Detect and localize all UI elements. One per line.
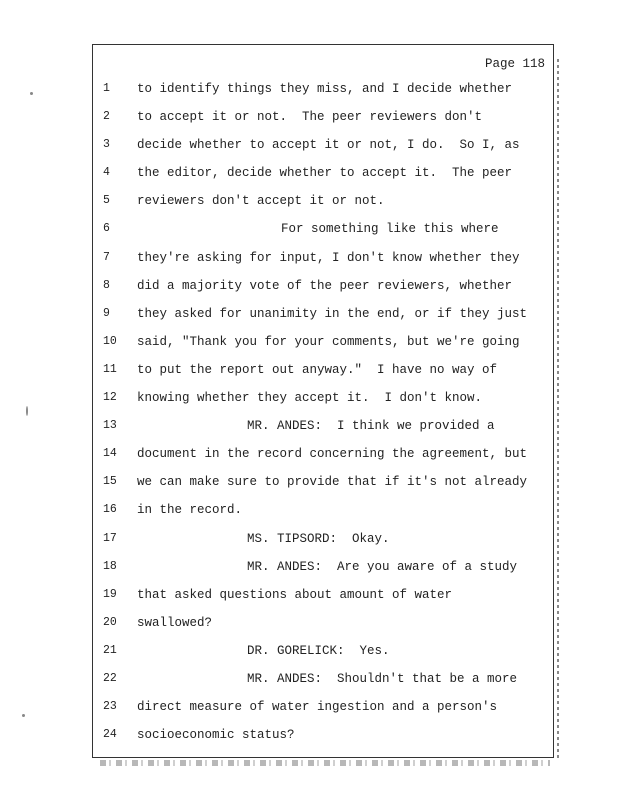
transcript-line (93, 215, 553, 243)
line-number: 16 (103, 503, 117, 517)
line-number: 18 (103, 559, 117, 573)
line-number: 3 (103, 138, 110, 152)
line-number: 2 (103, 110, 110, 124)
line-text: to identify things they miss, and I decide whether (137, 82, 513, 96)
transcript-line (93, 244, 553, 272)
line-text: that asked questions about amount of water (137, 587, 453, 602)
scan-speck (22, 714, 25, 717)
line-number: 9 (103, 306, 110, 320)
line-text: direct measure of water ingestion and a person's (137, 700, 498, 715)
line-number: 4 (103, 166, 110, 180)
transcript-line (93, 637, 553, 665)
line-number: 11 (103, 362, 117, 376)
transcript-line (93, 693, 553, 721)
line-text: reviewers don't accept it or not. (137, 194, 385, 209)
transcript-line (93, 721, 553, 749)
page-number: Page 118 (484, 57, 545, 71)
scan-artifact (100, 760, 550, 766)
line-number: 21 (103, 643, 117, 657)
transcript-line (93, 75, 553, 103)
line-number: 8 (103, 278, 110, 292)
transcript-line (93, 468, 553, 496)
transcript-line (93, 300, 553, 328)
line-number: 22 (103, 671, 117, 685)
line-text: did a majority vote of the peer reviewers, whether (137, 278, 513, 293)
line-number: 1 (103, 82, 110, 95)
transcript-line (93, 159, 553, 187)
line-text: document in the record concerning the agreement, but (137, 447, 528, 462)
line-text: the editor, decide whether to accept it. The peer (137, 166, 513, 181)
line-text: said, "Thank you for your comments, but we're going (137, 334, 520, 349)
line-text: they're asking for input, I don't know whether they (137, 250, 520, 265)
line-text: we can make sure to provide that if it's not already (137, 475, 528, 490)
transcript-line (93, 553, 553, 581)
transcript-line (93, 272, 553, 300)
line-text: knowing whether they accept it. I don't know. (137, 391, 483, 406)
transcript-line (93, 103, 553, 131)
transcript-line (93, 412, 553, 440)
transcript-page (92, 44, 554, 758)
line-number: 17 (103, 531, 117, 545)
scan-speck (30, 92, 33, 95)
transcript-lines (93, 75, 553, 749)
line-text: For something like this where (281, 222, 499, 237)
transcript-line (93, 328, 553, 356)
line-text: DR. GORELICK: Yes. (247, 643, 390, 658)
line-text: swallowed? (137, 615, 213, 630)
line-number: 24 (103, 728, 117, 742)
line-number: 13 (103, 419, 117, 433)
line-number: 7 (103, 250, 110, 264)
line-text: to accept it or not. The peer reviewers don't (137, 110, 483, 125)
line-text: to put the report out anyway." I have no way of (137, 362, 498, 377)
line-number: 6 (103, 222, 110, 236)
line-text: they asked for unanimity in the end, or if they just (137, 306, 528, 321)
line-number: 23 (103, 700, 117, 714)
transcript-line (93, 581, 553, 609)
transcript-line (93, 131, 553, 159)
transcript-line (93, 384, 553, 412)
transcript-line (93, 665, 553, 693)
transcript-line (93, 496, 553, 524)
line-text: in the record. (137, 503, 243, 518)
line-text: decide whether to accept it or not, I do. So I, as (137, 138, 520, 153)
transcript-line (93, 525, 553, 553)
line-number: 12 (103, 391, 117, 405)
transcript-line (93, 440, 553, 468)
transcript-line (93, 356, 553, 384)
line-number: 14 (103, 447, 117, 461)
line-text: MR. ANDES: Shouldn't that be a more (247, 671, 518, 686)
line-text: MR. ANDES: I think we provided a (247, 419, 495, 434)
transcript-line (93, 609, 553, 637)
line-number: 19 (103, 587, 117, 601)
line-number: 10 (103, 334, 117, 348)
line-number: 5 (103, 194, 110, 208)
scan-speck (26, 406, 28, 416)
line-text: socioeconomic status? (137, 728, 295, 743)
line-text: MR. ANDES: Are you aware of a study (247, 559, 518, 574)
line-text: MS. TIPSORD: Okay. (247, 531, 390, 546)
line-number: 20 (103, 615, 117, 629)
line-number: 15 (103, 475, 117, 489)
transcript-line (93, 187, 553, 215)
